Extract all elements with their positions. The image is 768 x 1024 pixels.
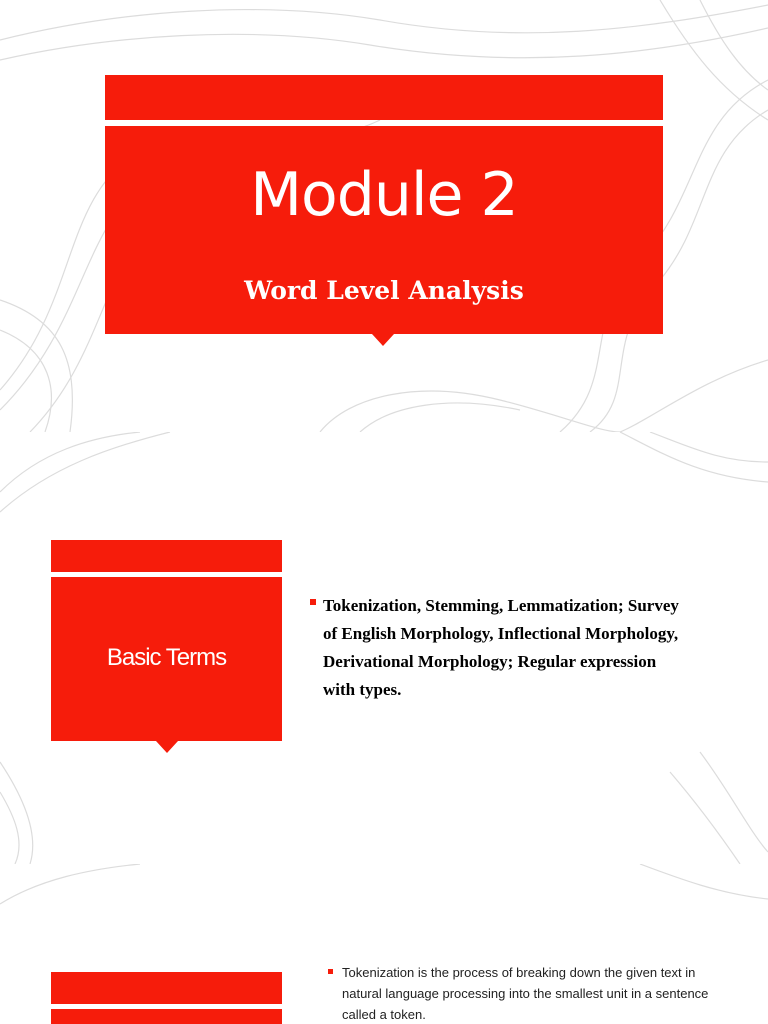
section-block [51,1009,282,1024]
slide-1 [0,0,768,432]
list-item [328,962,718,1024]
bullet-list [310,592,690,704]
list-item [310,592,690,704]
bullet-marker-icon [310,599,316,605]
bullet-marker-icon [328,969,333,974]
section-accent-bar [51,540,282,572]
section-title: Basic Terms [106,644,227,671]
bullet-text: Tokenization is the process of breaking down the given text in natural language processing into the smallest unit in a sentence called a token. [342,965,709,1022]
slide-subtitle: Word Level Analysis [244,276,524,305]
section-block-pointer [156,741,178,753]
title-block-pointer [372,334,394,346]
slide-2 [0,432,768,864]
bullet-list [328,962,718,1024]
slide-title: Module 2 [250,160,518,230]
title-accent-bar [105,75,663,120]
bullet-text: Tokenization, Stemming, Lemmatization; Survey of English Morphology, Inflectional Morphology, Derivational Morphology; Regular expression with types. [323,596,679,699]
slide-3 [0,864,768,1024]
section-accent-bar [51,972,282,1004]
